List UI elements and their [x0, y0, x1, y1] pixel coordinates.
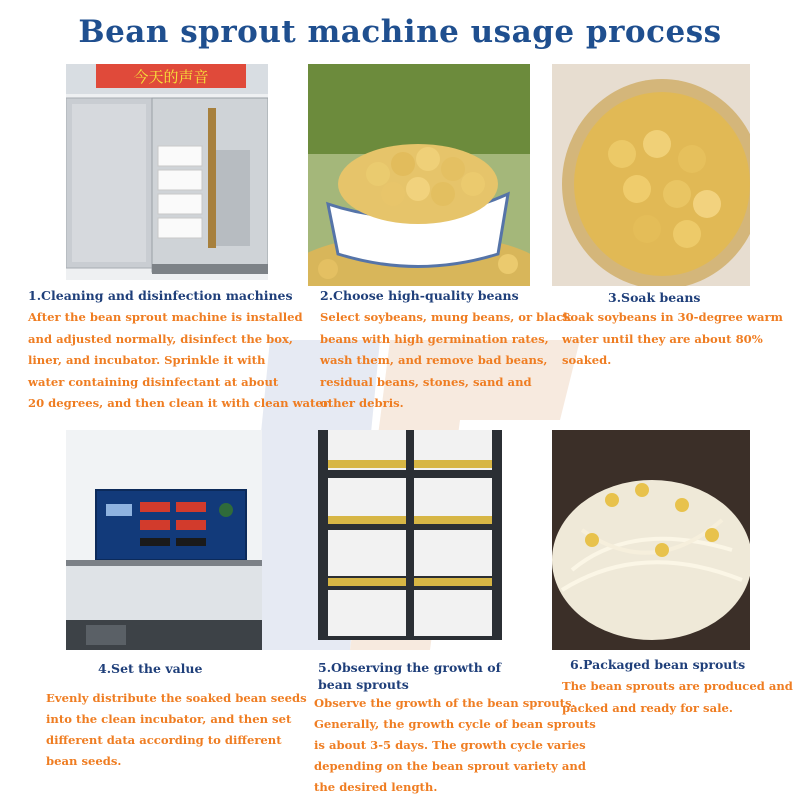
bean-sprouts-photo — [552, 430, 750, 650]
step-6-title: 6.Packaged bean sprouts — [570, 657, 746, 672]
step-1-title: 1.Cleaning and disinfection machines — [28, 288, 293, 303]
step-3-title: 3.Soak beans — [608, 290, 701, 305]
soaking-beans-photo — [552, 64, 750, 286]
step-2-title: 2.Choose high-quality beans — [320, 288, 519, 303]
step-3-description: Soak soybeans in 30-degree warm water until they are about 80% soaked. — [562, 310, 783, 367]
step-4-description: Evenly distribute the soaked bean seeds into the clean incubator, and then set different data according to different bean seeds. — [46, 691, 307, 768]
step-2-description: Select soybeans, mung beans, or black beans with high germination rates, wash them, and remove bad beans, residual beans, stones, sand and other debris. — [320, 310, 572, 410]
step-1-description: After the bean sprout machine is installed and adjusted normally, disinfect the box, liner, and incubator. Sprinkle it with water containing disinfectant at about 20 degrees, and then clean it with clean water. — [28, 310, 332, 410]
step-5-title: 5.Observing the growth of bean sprouts — [318, 660, 501, 692]
step-6-description: The bean sprouts are produced and packed and ready for sale. — [562, 679, 793, 715]
control-panel-photo — [66, 430, 262, 650]
step-5-description: Observe the growth of the bean sprouts. Generally, the growth cycle of bean sprouts is about 3-5 days. The growth cycle varies depending on the bean sprout variety and the desired length. — [314, 696, 596, 794]
soybean-bowl-photo — [308, 64, 530, 286]
sprouting-trays-photo — [318, 430, 502, 640]
step-4-title: 4.Set the value — [98, 661, 203, 676]
sign-text: 今天的声音 — [133, 68, 209, 86]
machine-cabinet-photo — [66, 64, 268, 280]
page-title: Bean sprout machine usage process — [78, 14, 722, 50]
